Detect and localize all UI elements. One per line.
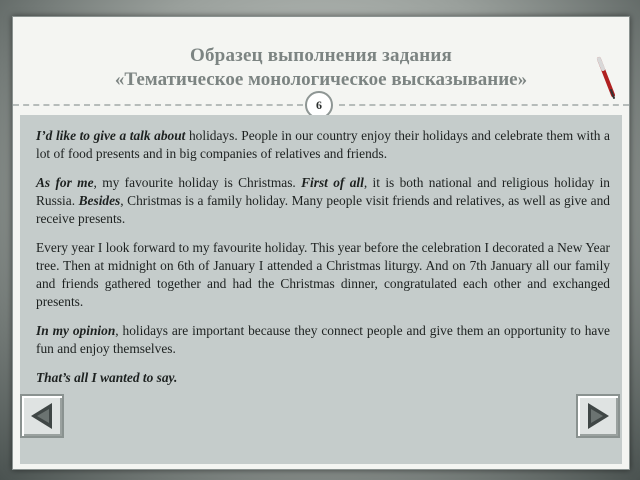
- header-divider-left: [13, 104, 303, 106]
- paragraph-3: [36, 239, 610, 311]
- paragraph-4: [36, 322, 610, 358]
- paragraph-text: holidays. People in our country enjoy their holidays and celebrate them with a lot of food presents and in big companies of relatives and friends.: [36, 128, 611, 161]
- arrow-right-icon: [582, 400, 614, 432]
- paragraph-1: [36, 127, 610, 163]
- monologue-text: [36, 127, 610, 398]
- slide-title: Образец выполнения задания: [190, 45, 452, 66]
- phrase-besides: Besides: [78, 193, 121, 208]
- previous-slide-button[interactable]: [20, 394, 64, 438]
- arrow-left-icon: [26, 400, 58, 432]
- paragraph-text: , holidays are important because they connect people and give them an opportunity to have fun and enjoy themselves.: [36, 323, 610, 356]
- phrase-closing: That’s all I wanted to say.: [36, 370, 178, 385]
- page-number-badge: 6: [305, 91, 333, 119]
- slide-subtitle: «Тематическое монологическое высказывание»: [114, 69, 528, 90]
- slide-frame: [12, 16, 630, 470]
- pen-icon: [595, 55, 617, 101]
- phrase-in-my-opinion: In my opinion: [36, 323, 116, 338]
- paragraph-text: , my favourite holiday is Christmas.: [93, 175, 302, 190]
- text-panel: [20, 115, 622, 454]
- next-slide-button[interactable]: [576, 394, 620, 438]
- paragraph-5: [36, 369, 610, 387]
- phrase-first-of-all: First of all: [301, 175, 364, 190]
- slide-header: [13, 17, 629, 112]
- phrase-as-for-me: As for me: [36, 175, 94, 190]
- paragraph-text: , Christmas is a family holiday. Many people visit friends and relatives, as well as give and receive presents.: [36, 193, 610, 226]
- bottom-strip: [20, 454, 622, 464]
- paragraph-text: , it is both national and religious holiday in Russia.: [36, 175, 610, 208]
- phrase-intro: I’d like to give a talk about: [36, 128, 186, 143]
- header-divider-right: [339, 104, 629, 106]
- paragraph-text: Every year I look forward to my favourite holiday. This year before the celebration I decorated a New Year tree. Then at midnight on 6th of January I attended a Christmas liturgy. And on 7th January all our family and friends gathered together and had the Christmas dinner, congratulated each other and exchanged presents.: [36, 240, 610, 309]
- paragraph-2: [36, 174, 610, 228]
